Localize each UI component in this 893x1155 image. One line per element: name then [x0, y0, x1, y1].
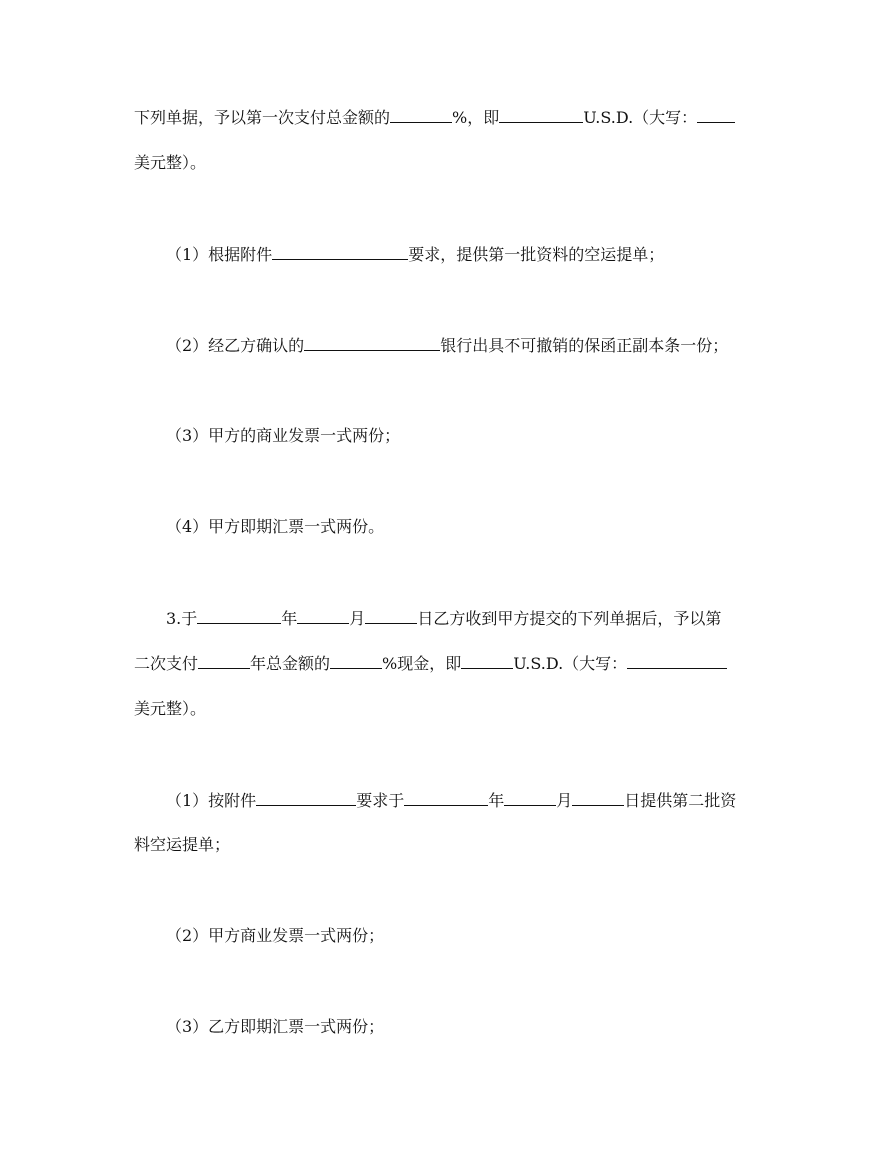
text-segment: 年总金额的 [250, 654, 331, 673]
paragraph-line [166, 608, 721, 628]
text-segment: （1）根据附件 [166, 245, 273, 264]
fill-in-blank [330, 653, 382, 669]
text-segment: （3）乙方即期汇票一式两份； [166, 1017, 385, 1036]
text-segment: （1）按附件 [166, 791, 257, 810]
text-segment: 要求，提供第一批资料的空运提单； [408, 245, 665, 264]
text-segment: 美元整）。 [134, 153, 207, 172]
fill-in-blank [404, 790, 488, 806]
text-segment: （3）甲方的商业发票一式两份； [166, 426, 401, 445]
text-segment: %现金，即 [382, 654, 462, 673]
fill-in-blank [572, 790, 624, 806]
text-segment: 银行出具不可撤销的保函正副本条一份； [440, 336, 729, 355]
text-segment: 美元整）。 [134, 699, 207, 718]
text-segment: 年 [488, 791, 505, 810]
text-segment: 下列单据，予以第一次支付总金额的 [134, 108, 391, 127]
text-segment: （2）经乙方确认的 [166, 336, 305, 355]
list-item-continuation [134, 835, 230, 855]
list-item [166, 517, 384, 537]
fill-in-blank [256, 790, 356, 806]
text-segment: U.S.D.（大写： [583, 108, 698, 127]
list-item [166, 790, 736, 810]
paragraph-line [134, 153, 206, 173]
text-segment: （4）甲方即期汇票一式两份。 [166, 517, 385, 536]
list-item [166, 426, 400, 446]
fill-in-blank [197, 608, 281, 624]
list-item [166, 335, 728, 355]
fill-in-blank [198, 653, 250, 669]
text-segment: 年 [281, 609, 298, 628]
fill-in-blank [627, 653, 727, 669]
text-segment: （2）甲方商业发票一式两份； [166, 926, 385, 945]
text-segment: 日乙方收到甲方提交的下列单据后，予以第 [417, 609, 722, 628]
list-item [166, 244, 664, 264]
paragraph-line [134, 653, 727, 673]
fill-in-blank [272, 244, 408, 260]
text-segment: %，即 [452, 108, 500, 127]
fill-in-blank [297, 608, 349, 624]
fill-in-blank [304, 335, 440, 351]
fill-in-blank [697, 107, 735, 123]
paragraph-line [134, 107, 735, 127]
list-item [166, 1017, 384, 1037]
list-item [166, 926, 384, 946]
text-segment: 日提供第二批资 [624, 791, 737, 810]
fill-in-blank [504, 790, 556, 806]
fill-in-blank [461, 653, 513, 669]
text-segment: 二次支付 [134, 654, 199, 673]
text-segment: 月 [349, 609, 366, 628]
fill-in-blank [365, 608, 417, 624]
text-segment: 月 [556, 791, 573, 810]
paragraph-line [134, 699, 206, 719]
text-segment: U.S.D.（大写： [513, 654, 628, 673]
fill-in-blank [499, 107, 583, 123]
text-segment: 要求于 [356, 791, 405, 810]
text-segment: 料空运提单； [134, 835, 231, 854]
fill-in-blank [390, 107, 452, 123]
text-segment: 3.于 [166, 609, 198, 628]
